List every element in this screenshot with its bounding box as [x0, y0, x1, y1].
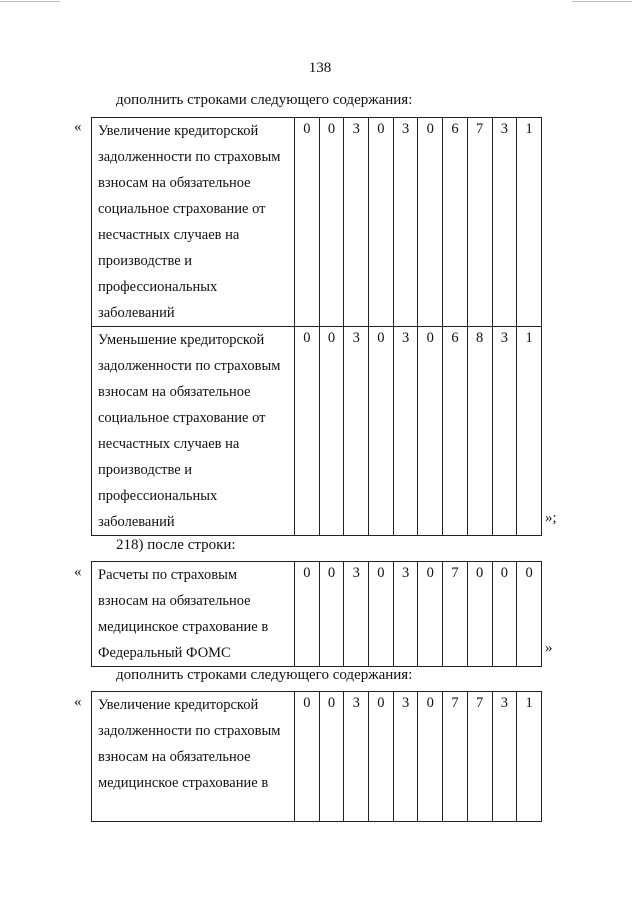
code-digit: 3 [393, 562, 418, 667]
row-description: Уменьшение кредиторской задолженности по страховым взносам на обязательное социальное страхование от несчастных случаев на производстве и профессиональных заболеваний [92, 327, 295, 536]
code-digit: 0 [517, 562, 542, 667]
open-quote-3: « [74, 694, 82, 710]
open-quote-2: « [74, 564, 82, 580]
code-digit: 3 [393, 327, 418, 536]
code-table-3 [91, 691, 542, 822]
table-row [92, 118, 542, 327]
code-digit: 0 [295, 562, 320, 667]
code-digit: 0 [369, 327, 394, 536]
scan-edge-top-left [0, 1, 60, 2]
code-digit: 3 [492, 327, 517, 536]
code-digit: 0 [319, 327, 344, 536]
code-digit: 7 [443, 562, 468, 667]
code-digit: 6 [443, 327, 468, 536]
scan-edge-top-right [572, 1, 632, 2]
code-digit: 0 [369, 692, 394, 822]
code-digit: 3 [344, 562, 369, 667]
code-table-2 [91, 561, 542, 667]
table-row [92, 692, 542, 822]
item-218-paragraph: 218) после строки: [116, 537, 236, 553]
code-digit: 1 [517, 118, 542, 327]
intro-paragraph: дополнить строками следующего содержания: [116, 92, 413, 108]
code-digit: 0 [319, 562, 344, 667]
code-digit: 3 [393, 692, 418, 822]
code-digit: 0 [467, 562, 492, 667]
code-digit: 3 [344, 118, 369, 327]
code-digit: 0 [319, 692, 344, 822]
table-row [92, 562, 542, 667]
code-digit: 7 [467, 118, 492, 327]
code-digit: 3 [344, 327, 369, 536]
code-table-1 [91, 117, 542, 536]
code-digit: 0 [418, 118, 443, 327]
code-digit: 1 [517, 327, 542, 536]
code-digit: 0 [418, 562, 443, 667]
code-digit: 0 [418, 692, 443, 822]
append-paragraph: дополнить строками следующего содержания: [116, 667, 413, 683]
code-digit: 3 [492, 692, 517, 822]
code-digit: 0 [369, 118, 394, 327]
table-row [92, 327, 542, 536]
code-digit: 3 [344, 692, 369, 822]
code-digit: 0 [418, 327, 443, 536]
code-digit: 0 [369, 562, 394, 667]
code-digit: 6 [443, 118, 468, 327]
code-digit: 0 [295, 327, 320, 536]
code-digit: 0 [295, 118, 320, 327]
code-digit: 0 [295, 692, 320, 822]
row-description: Увеличение кредиторской задолженности по страховым взносам на обязательное социальное страхование от несчастных случаев на производстве и профессиональных заболеваний [92, 118, 295, 327]
row-description: Расчеты по страховым взносам на обязательное медицинское страхование в Федеральный ФОМС [92, 562, 295, 667]
open-quote-1: « [74, 119, 82, 135]
code-digit: 3 [492, 118, 517, 327]
code-digit: 0 [492, 562, 517, 667]
code-digit: 0 [319, 118, 344, 327]
code-digit: 3 [393, 118, 418, 327]
code-digit: 1 [517, 692, 542, 822]
row-description: Увеличение кредиторской задолженности по страховым взносам на обязательное медицинское страхование в [92, 692, 295, 822]
code-digit: 7 [443, 692, 468, 822]
code-digit: 7 [467, 692, 492, 822]
close-quote-2: » [545, 640, 553, 656]
page-number: 138 [308, 60, 332, 76]
code-digit: 8 [467, 327, 492, 536]
close-quote-1: »; [545, 510, 557, 526]
